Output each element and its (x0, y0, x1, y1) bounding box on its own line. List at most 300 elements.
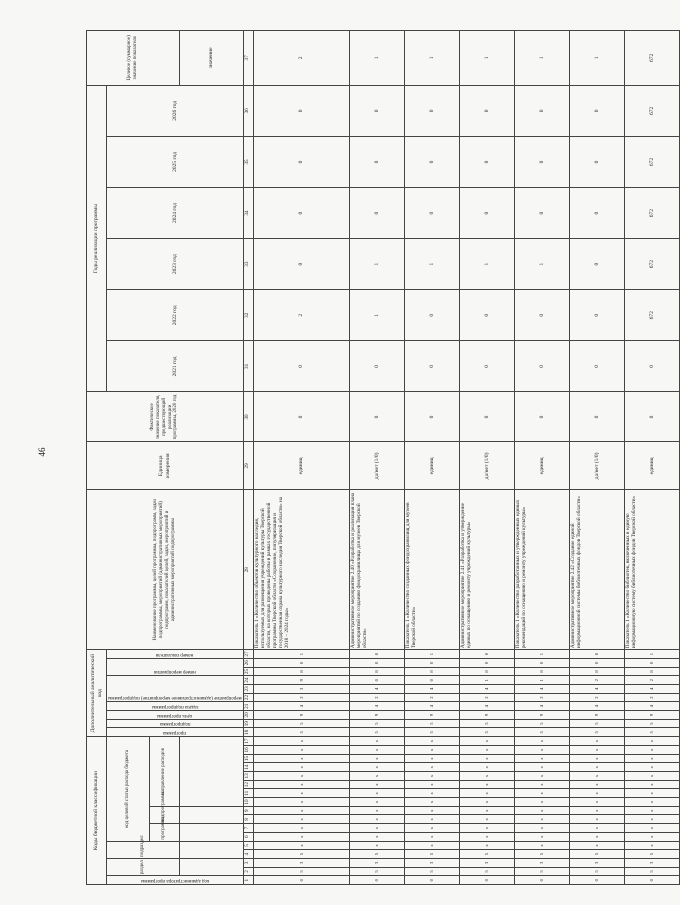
code-cell: 5 (253, 728, 349, 737)
year-value-cell: 1 (514, 239, 569, 290)
code-cell: 2 (569, 693, 624, 702)
code-cell: х (404, 780, 459, 789)
column-number-22: 22 (243, 693, 253, 702)
code-cell: х (349, 780, 404, 789)
code-cell: 4 (624, 685, 679, 694)
code-cell: х (569, 772, 624, 781)
code-cell: 2 (404, 693, 459, 702)
code-cell: х (253, 841, 349, 850)
column-number-36: 36 (243, 85, 253, 136)
code-cell: 3 (404, 858, 459, 867)
code-cell: х (349, 772, 404, 781)
code-cell: х (404, 806, 459, 815)
dop-event-num-header: номер мероприятия (107, 658, 244, 675)
code-cell: 9 (253, 676, 349, 685)
code-cell: х (624, 806, 679, 815)
year-2022-header: 2022 год (107, 290, 244, 341)
code-cell: х (349, 789, 404, 798)
code-cell: 0 (569, 876, 624, 885)
year-value-cell: 0 (404, 341, 459, 392)
table-row (349, 31, 404, 885)
code-cell: 5 (253, 719, 349, 728)
code-cell: х (569, 815, 624, 824)
year-value-cell: 0 (459, 136, 514, 187)
code-cell: х (404, 815, 459, 824)
year-value-cell: 0 (624, 341, 679, 392)
column-number-25: 25 (243, 667, 253, 676)
code-cell: х (514, 806, 569, 815)
code-cell: х (459, 746, 514, 755)
column-number-17: 17 (243, 737, 253, 746)
code-cell: 5 (459, 728, 514, 737)
code-cell: 5 (514, 850, 569, 859)
code-cell: 9 (569, 711, 624, 720)
code-cell: 5 (404, 719, 459, 728)
year-value-cell: 0 (253, 341, 349, 392)
code-cell: 0 (349, 876, 404, 885)
code-cell: 8 (404, 667, 459, 676)
year-value-cell: 0 (349, 136, 404, 187)
program-code-cells (179, 824, 243, 841)
code-cell: 0 (404, 876, 459, 885)
unit-cell: единиц (514, 442, 569, 490)
code-cell: 5 (569, 867, 624, 876)
code-cell: 1 (459, 676, 514, 685)
code-cell: х (349, 841, 404, 850)
code-cell: х (253, 754, 349, 763)
code-cell: х (459, 763, 514, 772)
code-cell: 0 (349, 658, 404, 667)
year-value-cell: 672 (624, 136, 679, 187)
name-cell: Показатель 1 «Количество библиотек, включенных в единую информационную систему библиотечных фондов Тверской области» (624, 490, 679, 650)
year-2025-header: 2025 год (107, 136, 244, 187)
code-cell: х (459, 737, 514, 746)
code-cell: 4 (569, 685, 624, 694)
subprogram-code-cells (179, 806, 243, 823)
code-cell: 0 (569, 650, 624, 659)
final-value-cell: 672 (624, 31, 679, 86)
year-value-cell: 0 (349, 341, 404, 392)
code-cell: х (349, 746, 404, 755)
csr-direction-header: направление расходов (149, 737, 179, 807)
column-numbers-row (243, 31, 253, 885)
year-value-cell: 672 (624, 85, 679, 136)
unit-cell: да/нет (1/0) (569, 442, 624, 490)
year-value-cell: 0 (349, 85, 404, 136)
fact-header: Фактическое значение показателя, предшествующий реализации программы, 2020 год (87, 392, 244, 442)
code-cell: х (514, 798, 569, 807)
code-cell: 2 (459, 693, 514, 702)
column-number-32: 32 (243, 290, 253, 341)
code-cell: 3 (569, 858, 624, 867)
code-cell: 4 (253, 702, 349, 711)
dop-task-header: задача подпрограммы (107, 702, 244, 711)
code-cell: 9 (253, 711, 349, 720)
year-value-cell: 1 (349, 239, 404, 290)
code-cell: х (459, 815, 514, 824)
column-number-29: 29 (243, 442, 253, 490)
name-header: Наименование программы, целей программы, подпрограмм, задач подпрограммы, мероприятий (административных мероприятий) подпрограмм, показателей целей, задач, мероприятий и административных мероприятий подпрограммы (87, 490, 244, 650)
column-number-7: 7 (243, 824, 253, 833)
fact-cell: 0 (349, 392, 404, 442)
year-value-cell: 0 (459, 188, 514, 239)
fact-cell: 0 (404, 392, 459, 442)
column-number-12: 12 (243, 780, 253, 789)
code-cell: 4 (404, 702, 459, 711)
section-code-cells (179, 858, 243, 875)
code-cell: 0 (459, 658, 514, 667)
csr-program-header: программа (149, 824, 179, 841)
year-value-cell: 0 (514, 136, 569, 187)
column-number-10: 10 (243, 798, 253, 807)
column-number-6: 6 (243, 832, 253, 841)
code-cell: х (459, 832, 514, 841)
code-cell: 5 (404, 728, 459, 737)
name-cell: Показатель 1 «Количество созданных фондохранилищ для музеев Тверской области» (404, 490, 459, 650)
code-cell: 0 (253, 876, 349, 885)
code-cell: 3 (624, 858, 679, 867)
rotated-table-frame (86, 30, 655, 885)
code-cell: 5 (514, 728, 569, 737)
gr-admin-header: код администратора программы (107, 876, 244, 885)
year-value-cell: 0 (404, 290, 459, 341)
year-value-cell: 1 (404, 239, 459, 290)
year-value-cell: 0 (569, 136, 624, 187)
code-cell: х (569, 841, 624, 850)
year-value-cell: 0 (253, 239, 349, 290)
subsection-header: подраздел (107, 841, 180, 858)
code-cell: х (349, 754, 404, 763)
code-cell: 5 (624, 850, 679, 859)
year-value-cell: 0 (459, 85, 514, 136)
column-number-18: 18 (243, 728, 253, 737)
code-cell: х (569, 737, 624, 746)
code-cell: х (459, 806, 514, 815)
fact-cell: 0 (253, 392, 349, 442)
code-cell: х (514, 815, 569, 824)
code-cell: х (624, 789, 679, 798)
code-cell: 8 (514, 667, 569, 676)
code-cell: х (349, 737, 404, 746)
column-number-16: 16 (243, 746, 253, 755)
column-number-8: 8 (243, 815, 253, 824)
code-cell: 0 (624, 658, 679, 667)
code-cell: х (569, 763, 624, 772)
page-number: 46 (37, 447, 47, 457)
code-cell: 8 (253, 667, 349, 676)
column-number-5: 5 (243, 841, 253, 850)
code-cell: х (349, 798, 404, 807)
column-number-37: 37 (243, 31, 253, 86)
code-cell: 5 (404, 850, 459, 859)
code-cell: х (459, 789, 514, 798)
year-value-cell: 0 (404, 85, 459, 136)
code-cell: 0 (459, 650, 514, 659)
code-cell: х (569, 798, 624, 807)
column-number-3: 3 (243, 858, 253, 867)
column-number-15: 15 (243, 754, 253, 763)
code-cell: 4 (349, 702, 404, 711)
code-cell: 5 (624, 867, 679, 876)
code-cell: 5 (624, 719, 679, 728)
code-cell: 2 (514, 693, 569, 702)
year-value-cell: 2 (253, 290, 349, 341)
year-value-cell: 672 (624, 239, 679, 290)
code-cell: 0 (253, 658, 349, 667)
column-number-14: 14 (243, 763, 253, 772)
code-cell: 8 (569, 667, 624, 676)
code-cell: х (404, 772, 459, 781)
code-cell: х (349, 806, 404, 815)
code-cell: 0 (514, 658, 569, 667)
final-value-cell: 1 (349, 31, 404, 86)
column-number-24: 24 (243, 676, 253, 685)
code-cell: х (404, 798, 459, 807)
code-cell: 4 (514, 702, 569, 711)
code-cell: х (349, 832, 404, 841)
year-value-cell: 0 (253, 136, 349, 187)
code-cell: х (514, 763, 569, 772)
code-cell: х (253, 737, 349, 746)
code-cell: 5 (569, 719, 624, 728)
dop-subprogram-header: подпрограмма (107, 719, 244, 728)
code-cell: 5 (349, 850, 404, 859)
code-cell: х (253, 832, 349, 841)
code-cell: 2 (349, 693, 404, 702)
code-cell: х (459, 841, 514, 850)
code-cell: 5 (624, 728, 679, 737)
year-value-cell: 0 (569, 85, 624, 136)
years-header: Годы реализации программы (87, 85, 107, 392)
year-value-cell: 0 (514, 290, 569, 341)
column-number-20: 20 (243, 711, 253, 720)
code-cell: х (569, 789, 624, 798)
code-cell: 5 (459, 867, 514, 876)
column-number-31: 31 (243, 341, 253, 392)
code-cell: х (514, 780, 569, 789)
fact-cell: 0 (624, 392, 679, 442)
code-cell: х (459, 780, 514, 789)
unit-header: Единица измерения (87, 442, 244, 490)
code-cell: 4 (514, 685, 569, 694)
code-cell: 0 (349, 650, 404, 659)
direction-code-cells (179, 737, 243, 807)
code-cell: х (253, 824, 349, 833)
code-cell: 2 (624, 693, 679, 702)
column-number-9: 9 (243, 806, 253, 815)
dop-program-header: программа (107, 728, 244, 737)
column-number-4: 4 (243, 850, 253, 859)
csr-subprogram-header: подпрограмма (149, 806, 179, 823)
code-cell: х (624, 754, 679, 763)
column-number-13: 13 (243, 772, 253, 781)
code-cell: х (404, 763, 459, 772)
final-value-cell: 1 (569, 31, 624, 86)
code-cell: х (459, 824, 514, 833)
code-cell: 5 (253, 867, 349, 876)
code-cell: 4 (404, 685, 459, 694)
code-cell: 5 (404, 867, 459, 876)
code-cell: 2 (253, 693, 349, 702)
year-value-cell: 0 (569, 341, 624, 392)
code-cell: 9 (349, 711, 404, 720)
code-cell: х (569, 806, 624, 815)
code-cell: х (404, 754, 459, 763)
fact-cell: 0 (459, 392, 514, 442)
fact-cell: 0 (569, 392, 624, 442)
dop-goal-header: цель программы (107, 711, 244, 720)
code-cell: 0 (404, 676, 459, 685)
code-cell: 1 (624, 650, 679, 659)
unit-cell: единиц (253, 442, 349, 490)
final-value-cell: 1 (459, 31, 514, 86)
section-header: раздел (107, 858, 180, 875)
code-cell: х (514, 746, 569, 755)
year-value-cell: 0 (569, 239, 624, 290)
code-cell: х (404, 737, 459, 746)
code-cell: 5 (349, 719, 404, 728)
year-value-cell: 0 (459, 341, 514, 392)
code-cell: 3 (349, 858, 404, 867)
code-cell: х (569, 754, 624, 763)
code-cell: 0 (514, 876, 569, 885)
column-number-28: 28 (243, 490, 253, 650)
code-cell: х (624, 798, 679, 807)
code-cell: 9 (459, 711, 514, 720)
year-value-cell: 672 (624, 290, 679, 341)
code-cell: х (514, 754, 569, 763)
code-cell: х (404, 746, 459, 755)
code-cell: 9 (404, 711, 459, 720)
column-number-11: 11 (243, 789, 253, 798)
year-2024-header: 2024 год (107, 188, 244, 239)
code-cell: х (253, 815, 349, 824)
program-indicators-table (86, 30, 680, 885)
year-value-cell: 0 (253, 85, 349, 136)
code-cell: х (459, 798, 514, 807)
code-cell: 5 (459, 850, 514, 859)
code-cell: 0 (349, 676, 404, 685)
code-cell: х (253, 780, 349, 789)
year-value-cell: 0 (569, 188, 624, 239)
column-number-34: 34 (243, 188, 253, 239)
code-cell: х (624, 824, 679, 833)
code-cell: 5 (349, 728, 404, 737)
code-cell: х (514, 772, 569, 781)
code-cell: 5 (459, 719, 514, 728)
code-cell: х (349, 815, 404, 824)
code-cell: х (253, 763, 349, 772)
column-number-35: 35 (243, 136, 253, 187)
unit-cell: единиц (624, 442, 679, 490)
code-cell: х (459, 754, 514, 763)
table-row (514, 31, 569, 885)
code-cell: х (459, 772, 514, 781)
unit-cell: да/нет (1/0) (459, 442, 514, 490)
table-row (569, 31, 624, 885)
code-cell: 2 (624, 676, 679, 685)
year-value-cell: 1 (349, 290, 404, 341)
code-cell: х (253, 746, 349, 755)
code-cell: х (624, 772, 679, 781)
final-value-cell: 1 (404, 31, 459, 86)
name-cell: Показатель 1 «Количество объектов культурного наследия, используемых для размещения учреждений культуры Тверской области, на которых проведены работы в рамках государственной программы Тверской области «Сохранение, популяризация и государственная охрана культурного наследия Тверской области» на 2018 – 2024 годы» (253, 490, 349, 650)
code-cell: х (514, 824, 569, 833)
code-cell: х (569, 780, 624, 789)
year-2021-header: 2021 год (107, 341, 244, 392)
code-cell: х (514, 789, 569, 798)
code-cell: 9 (514, 711, 569, 720)
year-value-cell: 0 (253, 188, 349, 239)
year-value-cell: 1 (459, 239, 514, 290)
code-cell: х (624, 841, 679, 850)
final-value-cell: 1 (514, 31, 569, 86)
name-cell: Административное мероприятие 2.40 «Разработка и реализация плана мероприятий по созданию фондохранилища для музеев Тверской области» (349, 490, 404, 650)
column-number-21: 21 (243, 702, 253, 711)
code-cell: х (404, 832, 459, 841)
additional-code-header: Дополнительный аналитический код (87, 650, 107, 737)
code-cell: 0 (624, 876, 679, 885)
year-value-cell: 0 (404, 136, 459, 187)
table-row (404, 31, 459, 885)
code-cell: 4 (569, 702, 624, 711)
code-cell: х (569, 832, 624, 841)
code-cell: 5 (253, 850, 349, 859)
code-cell: х (404, 824, 459, 833)
code-cell: 3 (253, 858, 349, 867)
csr-header: код целевой статьи расхода бюджета (107, 737, 150, 841)
final-value-cell: 2 (253, 31, 349, 86)
year-value-cell: 0 (514, 85, 569, 136)
final-header: Целевое (суммарное) значение показателя (87, 31, 180, 86)
column-number-1: 1 (243, 876, 253, 885)
dop-indicator-header: номер показателя (107, 650, 244, 659)
code-cell: х (514, 841, 569, 850)
code-cell: 4 (459, 685, 514, 694)
code-cell: х (624, 763, 679, 772)
code-cell: 5 (514, 719, 569, 728)
budget-codes-header: Коды бюджетной классификации (87, 737, 107, 885)
code-cell: 0 (404, 658, 459, 667)
code-cell: 1 (253, 650, 349, 659)
code-cell: х (253, 789, 349, 798)
final-year-header: значение (179, 31, 243, 86)
fact-cell: 0 (514, 392, 569, 442)
year-value-cell: 0 (349, 188, 404, 239)
code-cell: х (624, 737, 679, 746)
code-cell: х (624, 746, 679, 755)
code-cell: 5 (569, 850, 624, 859)
column-number-26: 26 (243, 658, 253, 667)
name-cell: Административное мероприятие 2.41 «Разработка и утверждение единых по оснащению и ремонту учреждений культуры» (459, 490, 514, 650)
code-cell: х (624, 815, 679, 824)
year-value-cell: 0 (514, 341, 569, 392)
code-cell: 3 (459, 858, 514, 867)
subsection-code-cells (179, 841, 243, 858)
column-number-27: 27 (243, 650, 253, 659)
code-cell: 5 (349, 867, 404, 876)
code-cell: х (349, 824, 404, 833)
column-number-33: 33 (243, 239, 253, 290)
year-2023-header: 2023 год (107, 239, 244, 290)
column-number-30: 30 (243, 392, 253, 442)
unit-cell: единиц (404, 442, 459, 490)
code-cell: 9 (624, 711, 679, 720)
code-cell: х (253, 772, 349, 781)
code-cell: х (349, 763, 404, 772)
code-cell: 4 (624, 702, 679, 711)
code-cell: 2 (569, 676, 624, 685)
